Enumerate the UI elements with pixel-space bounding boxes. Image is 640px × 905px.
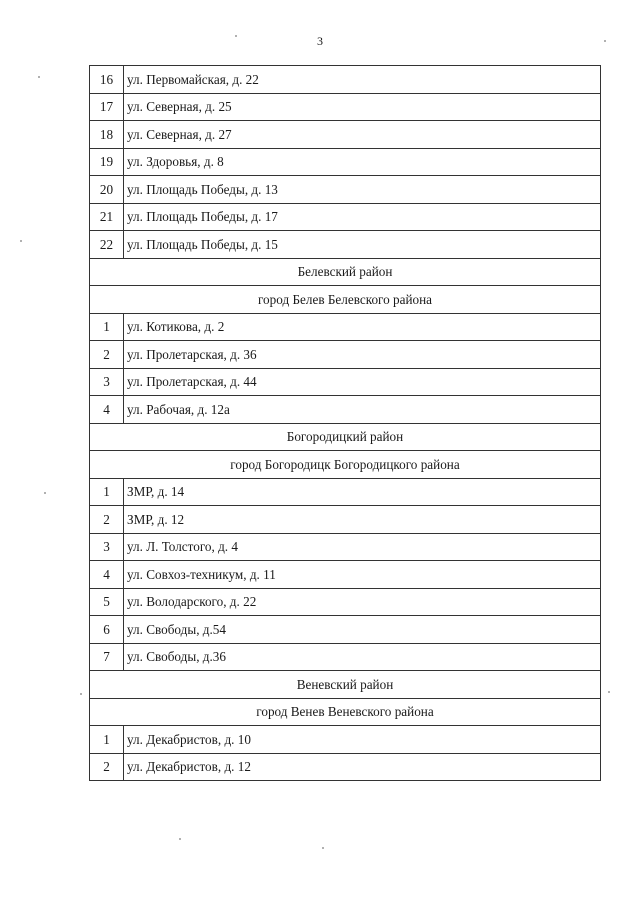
row-number: 19	[90, 148, 124, 176]
table-row	[90, 93, 601, 121]
row-address: ул. Площадь Победы, д. 13	[124, 176, 601, 204]
section-heading: город Богородицк Богородицкого района	[90, 451, 601, 479]
scan-speck	[20, 240, 22, 242]
row-number: 2	[90, 506, 124, 534]
row-address: ул. Котикова, д. 2	[124, 313, 601, 341]
table-row	[90, 203, 601, 231]
section-heading-row	[90, 286, 601, 314]
table-row	[90, 506, 601, 534]
table-row	[90, 66, 601, 94]
row-number: 7	[90, 643, 124, 671]
row-number: 4	[90, 396, 124, 424]
table-row	[90, 616, 601, 644]
row-number: 22	[90, 231, 124, 259]
section-heading: город Венев Веневского района	[90, 698, 601, 726]
table-row	[90, 121, 601, 149]
table-row	[90, 176, 601, 204]
table-row	[90, 588, 601, 616]
table-row	[90, 313, 601, 341]
row-address: ул. Свободы, д.54	[124, 616, 601, 644]
scan-speck	[38, 76, 40, 78]
section-heading: Белевский район	[90, 258, 601, 286]
page-number: 3	[317, 34, 323, 48]
row-address: ул. Площадь Победы, д. 15	[124, 231, 601, 259]
scan-speck	[80, 693, 82, 695]
scan-speck	[235, 35, 237, 37]
section-heading-row	[90, 423, 601, 451]
row-address: ул. Рабочая, д. 12а	[124, 396, 601, 424]
table-row	[90, 561, 601, 589]
row-number: 21	[90, 203, 124, 231]
row-number: 20	[90, 176, 124, 204]
row-number: 1	[90, 726, 124, 754]
row-number: 6	[90, 616, 124, 644]
row-number: 1	[90, 478, 124, 506]
table-row	[90, 396, 601, 424]
table-row	[90, 148, 601, 176]
section-heading-row	[90, 258, 601, 286]
row-address: ул. Л. Толстого, д. 4	[124, 533, 601, 561]
table-row	[90, 341, 601, 369]
row-address: ул. Володарского, д. 22	[124, 588, 601, 616]
table-row	[90, 643, 601, 671]
section-heading-row	[90, 698, 601, 726]
row-number: 2	[90, 753, 124, 781]
scan-speck	[604, 40, 606, 42]
table-row	[90, 231, 601, 259]
row-number: 2	[90, 341, 124, 369]
row-address: ул. Пролетарская, д. 36	[124, 341, 601, 369]
row-address: ул. Совхоз-техникум, д. 11	[124, 561, 601, 589]
section-heading: Веневский район	[90, 671, 601, 699]
section-heading-row	[90, 671, 601, 699]
row-number: 16	[90, 66, 124, 94]
row-address: ЗМР, д. 12	[124, 506, 601, 534]
row-address: ул. Северная, д. 25	[124, 93, 601, 121]
table-row	[90, 478, 601, 506]
row-number: 18	[90, 121, 124, 149]
scan-speck	[179, 838, 181, 840]
scan-speck	[322, 847, 324, 849]
table-row	[90, 368, 601, 396]
table-row	[90, 753, 601, 781]
section-heading: город Белев Белевского района	[90, 286, 601, 314]
row-number: 4	[90, 561, 124, 589]
row-address: ул. Здоровья, д. 8	[124, 148, 601, 176]
section-heading: Богородицкий район	[90, 423, 601, 451]
section-heading-row	[90, 451, 601, 479]
row-address: ул. Площадь Победы, д. 17	[124, 203, 601, 231]
row-address: ЗМР, д. 14	[124, 478, 601, 506]
row-number: 17	[90, 93, 124, 121]
row-address: ул. Декабристов, д. 10	[124, 726, 601, 754]
row-number: 3	[90, 368, 124, 396]
table-row	[90, 533, 601, 561]
row-number: 3	[90, 533, 124, 561]
address-table	[89, 65, 601, 781]
row-address: ул. Свободы, д.36	[124, 643, 601, 671]
row-address: ул. Северная, д. 27	[124, 121, 601, 149]
scan-speck	[44, 492, 46, 494]
row-address: ул. Декабристов, д. 12	[124, 753, 601, 781]
scan-speck	[608, 691, 610, 693]
row-number: 5	[90, 588, 124, 616]
row-number: 1	[90, 313, 124, 341]
table-row	[90, 726, 601, 754]
row-address: ул. Пролетарская, д. 44	[124, 368, 601, 396]
row-address: ул. Первомайская, д. 22	[124, 66, 601, 94]
